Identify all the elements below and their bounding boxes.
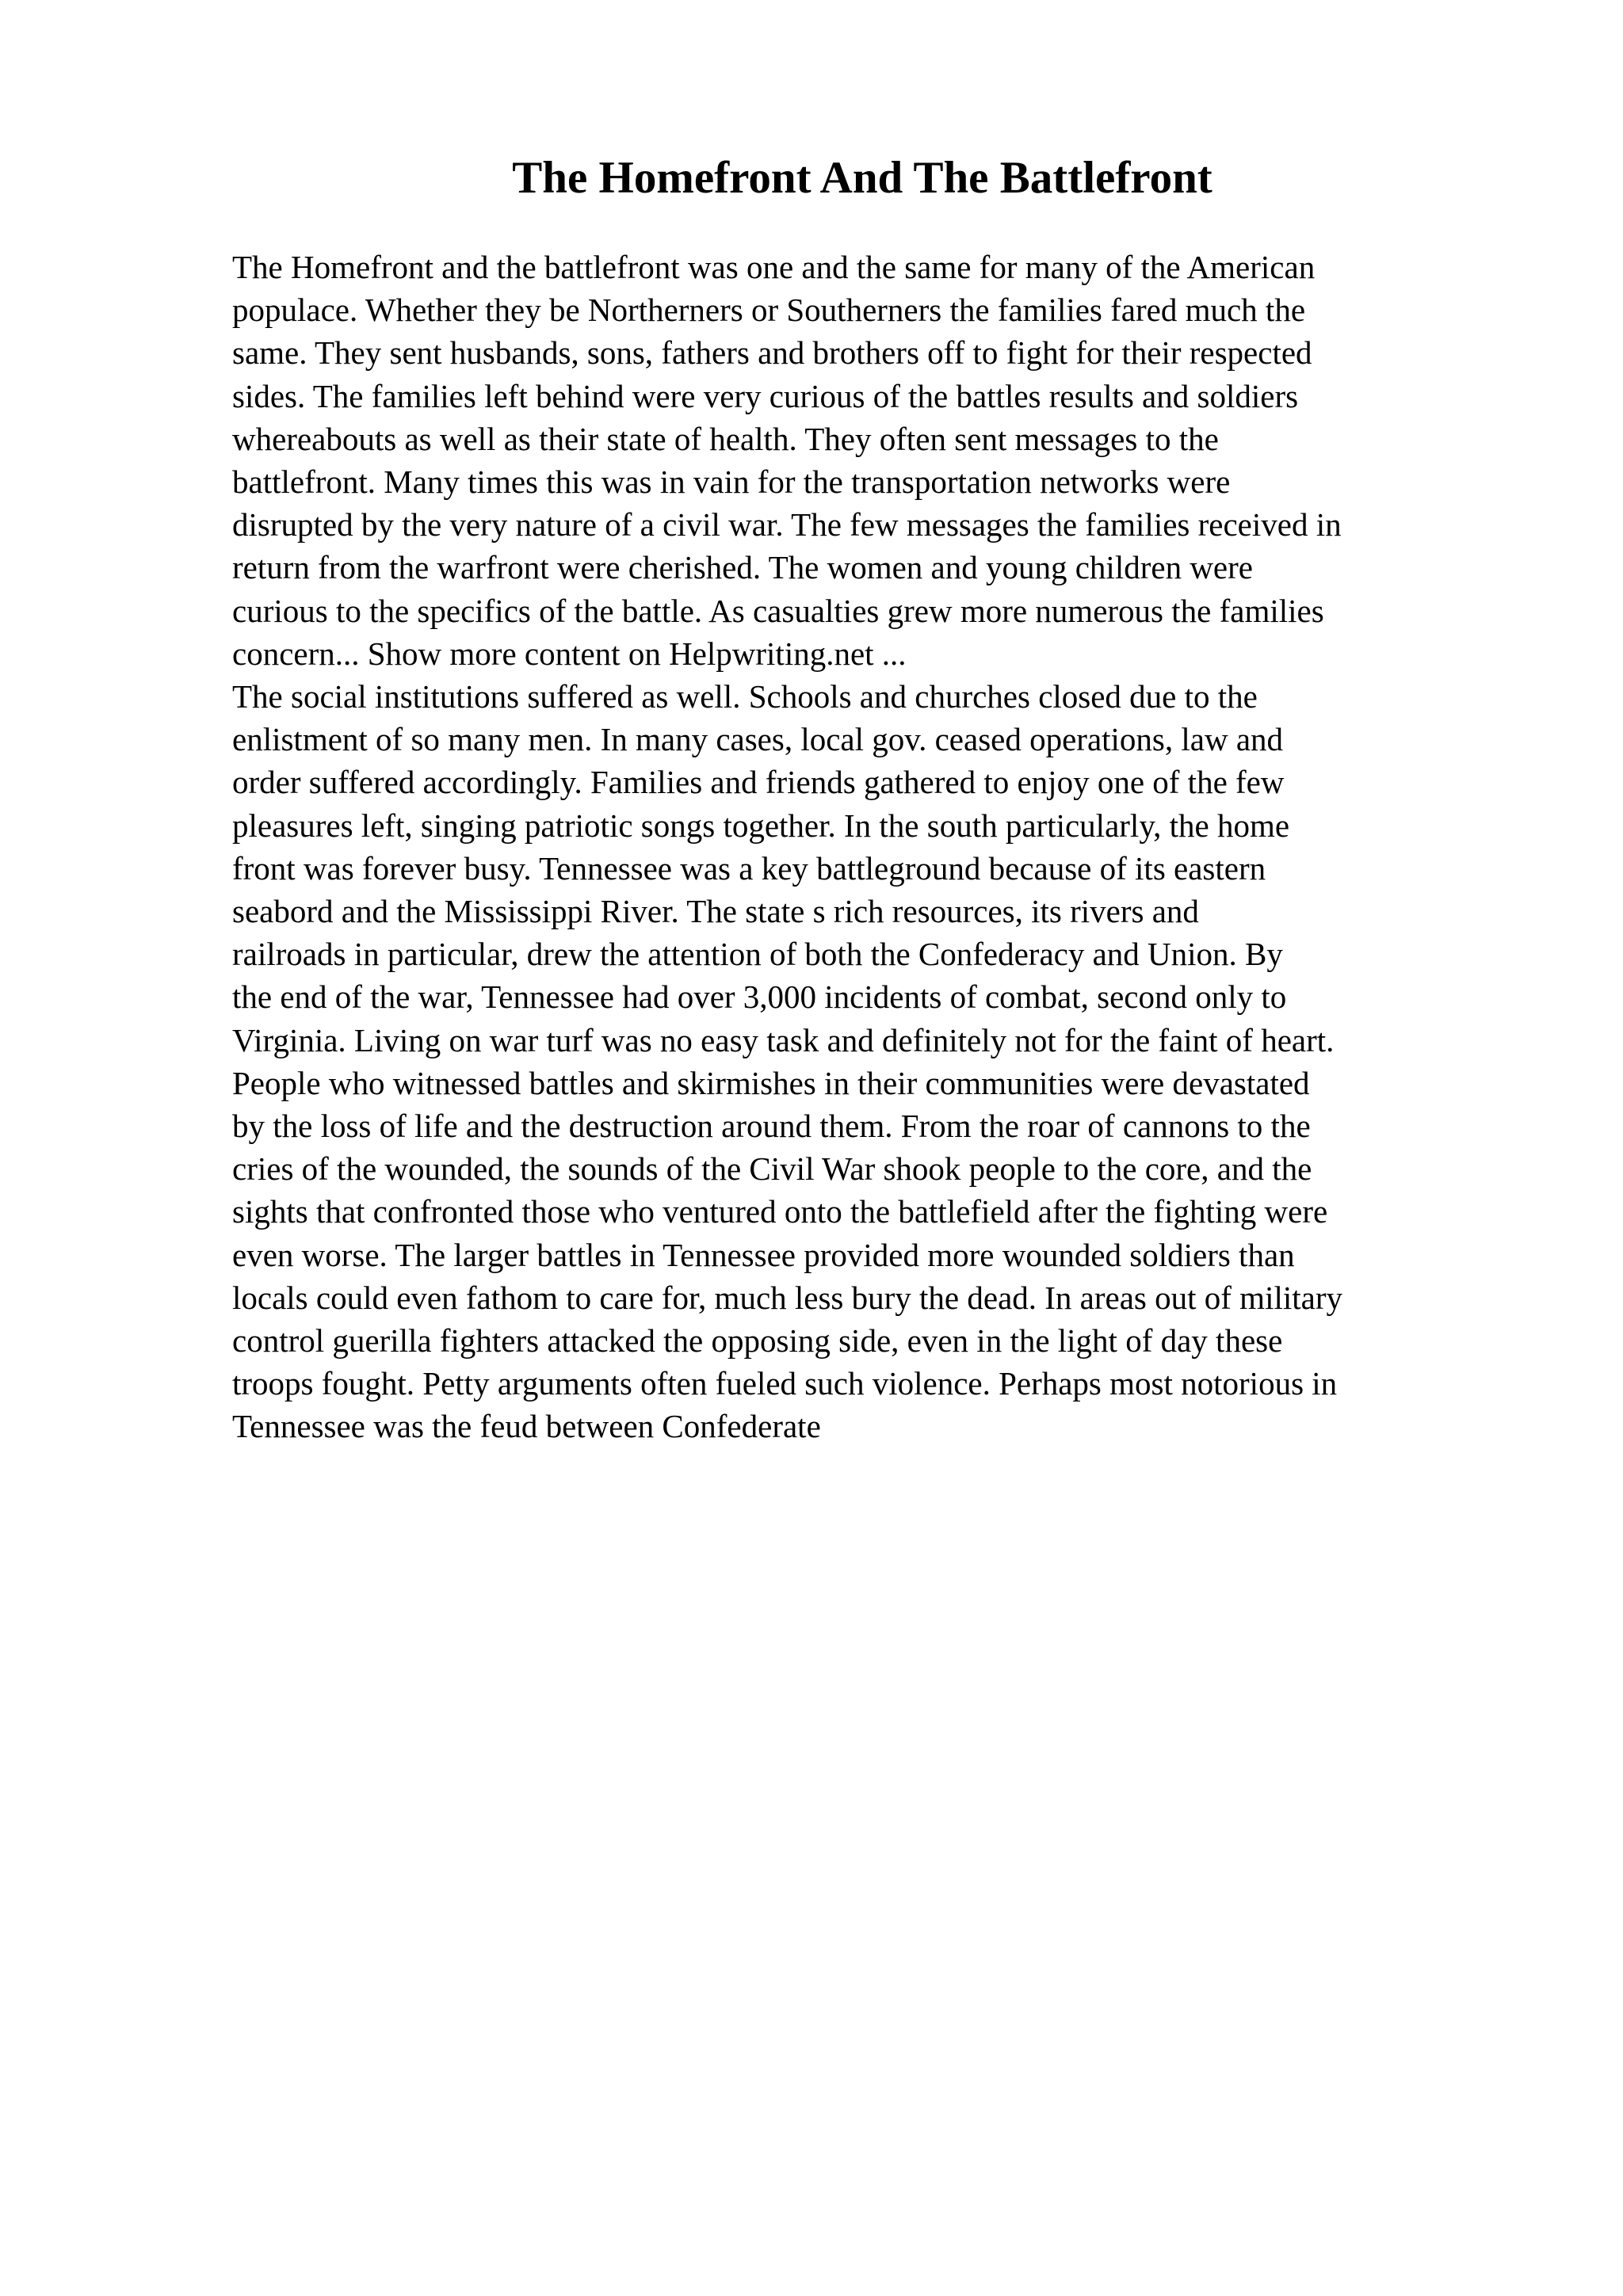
body-line: enlistment of so many men. In many cases, local gov. ceased operations, law and xyxy=(232,721,1284,758)
body-line: seabord and the Mississippi River. The state s rich resources, its rivers and xyxy=(232,893,1199,930)
body-line: front was forever busy. Tennessee was a key battleground because of its eastern xyxy=(232,849,1266,887)
body-line: populace. Whether they be Northerners or Southerners the families fared much the xyxy=(232,292,1306,329)
body-line: pleasures left, singing patriotic songs together. In the south particularly, the home xyxy=(232,807,1290,844)
body-line: same. They sent husbands, sons, fathers and brothers off to fight for their respected xyxy=(232,334,1312,372)
body-line: control guerilla fighters attacked the opposing side, even in the light of day these xyxy=(232,1322,1283,1360)
body-line: cries of the wounded, the sounds of the Civil War shook people to the core, and the xyxy=(232,1150,1312,1188)
body-line: order suffered accordingly. Families and friends gathered to enjoy one of the few xyxy=(232,764,1285,801)
body-line: locals could even fathom to care for, much less bury the dead. In areas out of military xyxy=(232,1279,1342,1316)
body-line: whereabouts as well as their state of health. They often sent messages to the xyxy=(232,420,1219,457)
body-line: concern... Show more content on Helpwriting.net ... xyxy=(232,635,907,672)
document-body xyxy=(232,246,1611,1448)
body-line: by the loss of life and the destruction around them. From the roar of cannons to the xyxy=(232,1108,1311,1145)
body-line: return from the warfront were cherished. The women and young children were xyxy=(232,549,1253,586)
document-title: The Homefront And The Battlefront xyxy=(512,153,1212,203)
body-line: Tennessee was the feud between Confederate xyxy=(232,1408,821,1445)
body-line: battlefront. Many times this was in vain for the transportation networks were xyxy=(232,463,1231,501)
body-line: The social institutions suffered as well. Schools and churches closed due to the xyxy=(232,678,1258,715)
body-line: sights that confronted those who ventured onto the battlefield after the fighting were xyxy=(232,1193,1328,1230)
body-line: sides. The families left behind were very curious of the battles results and soldiers xyxy=(232,377,1299,414)
body-line: The Homefront and the battlefront was one and the same for many of the American xyxy=(232,249,1316,285)
body-line: disrupted by the very nature of a civil war. The few messages the families received in xyxy=(232,506,1342,543)
body-line: troops fought. Petty arguments often fueled such violence. Perhaps most notorious in xyxy=(232,1365,1338,1402)
body-line: railroads in particular, drew the attention of both the Confederacy and Union. By xyxy=(232,936,1283,973)
body-line: People who witnessed battles and skirmishes in their communities were devastated xyxy=(232,1064,1310,1101)
body-line: Virginia. Living on war turf was no easy task and definitely not for the faint of heart. xyxy=(232,1021,1335,1058)
body-line: even worse. The larger battles in Tennessee provided more wounded soldiers than xyxy=(232,1236,1295,1273)
body-line: the end of the war, Tennessee had over 3,000 incidents of combat, second only to xyxy=(232,978,1287,1016)
body-line: curious to the specifics of the battle. As casualties grew more numerous the families xyxy=(232,592,1324,629)
